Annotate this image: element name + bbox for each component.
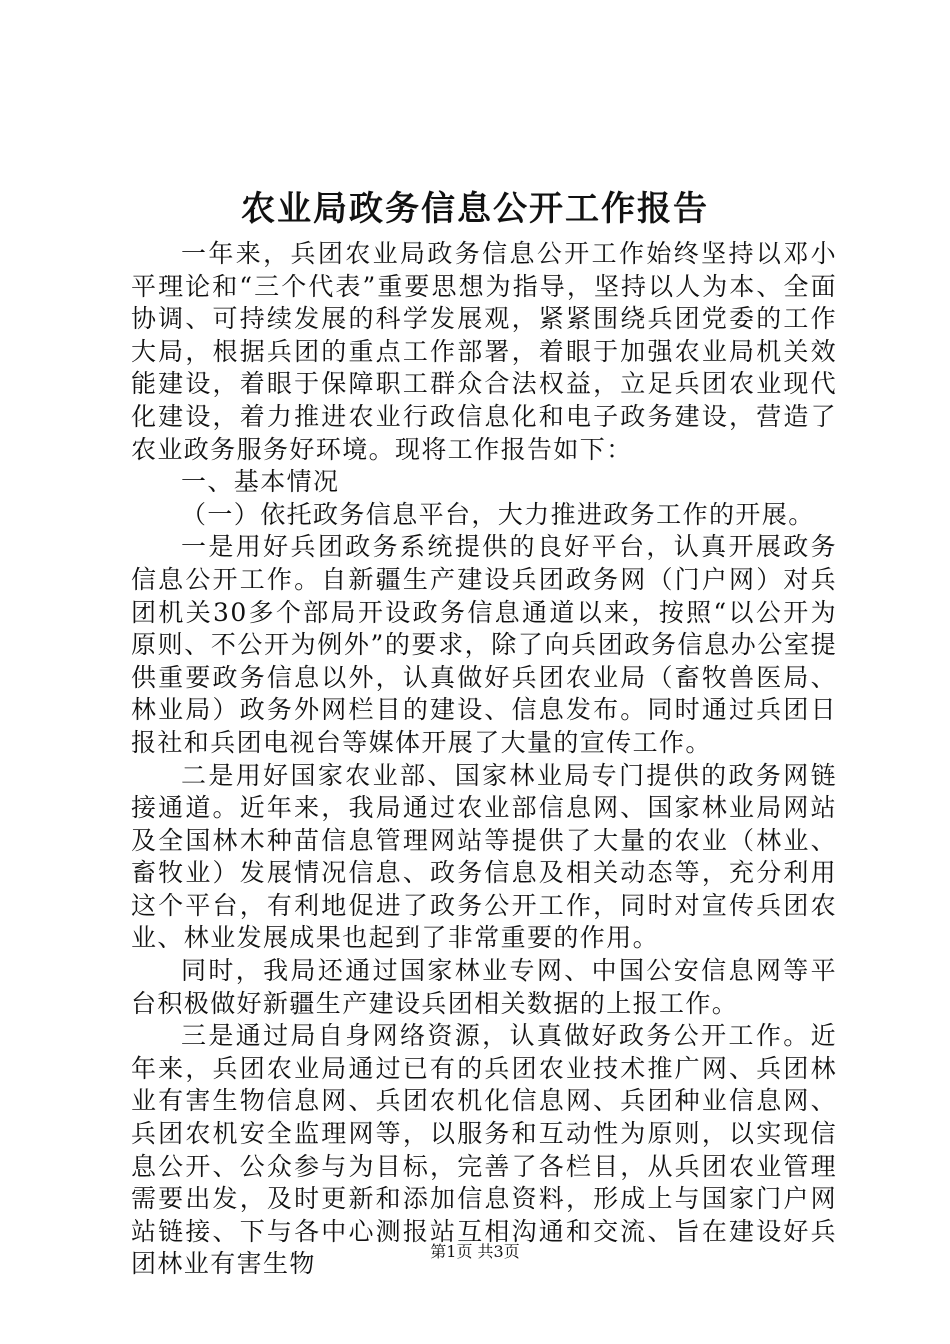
document-body	[131, 238, 837, 1281]
paragraph-intro: 一年来，兵团农业局政务信息公开工作始终坚持以邓小平理论和“三个代表”重要思想为指导，坚持以人为本、全面协调、可持续发展的科学发展观，紧紧围绕兵团党委的工作大局，根据兵团的重点工作部署，着眼于加强农业局机关效能建设，着眼于保障职工群众合法权益，立足兵团农业现代化建设，着力推进农业行政信息化和电子政务建设，营造了农业政务服务好环境。现将工作报告如下：	[131, 239, 837, 464]
page-footer: 第1页 共3页	[430, 1242, 520, 1261]
document-title: 农业局政务信息公开工作报告	[241, 189, 709, 229]
paragraph-point-1: 一是用好兵团政务系统提供的良好平台，认真开展政务信息公开工作。自新疆生产建设兵团政务网（门户网）对兵团机关30多个部局开设政务信息通道以来，按照“以公开为原则、不公开为例外”的要求，除了向兵团政务信息办公室提供重要政务信息以外，认真做好兵团农业局（畜牧兽医局、林业局）政务外网栏目的建设、信息发布。同时通过兵团日报社和兵团电视台等媒体开展了大量的宣传工作。	[131, 532, 837, 757]
subheading-1: （一）依托政务信息平台，大力推进政务工作的开展。	[181, 499, 815, 529]
paragraph-point-2: 二是用好国家农业部、国家林业局专门提供的政务网链接通道。近年来，我局通过农业部信息网、国家林业局网站及全国林木种苗信息管理网站等提供了大量的农业（林业、畜牧业）发展情况信息、政务信息及相关动态等，充分利用这个平台，有利地促进了政务公开工作，同时对宣传兵团农业、林业发展成果也起到了非常重要的作用。	[131, 760, 837, 953]
heading-basic-situation: 一、基本情况	[181, 467, 340, 497]
paragraph-also: 同时，我局还通过国家林业专网、中国公安信息网等平台积极做好新疆生产建设兵团相关数据的上报工作。	[131, 956, 837, 1018]
paragraph-point-3: 三是通过局自身网络资源，认真做好政务公开工作。近年来，兵团农业局通过已有的兵团农业技术推广网、兵团林业有害生物信息网、兵团农机化信息网、兵团种业信息网、兵团农机安全监理网等，以服务和互动性为原则，以实现信息公开、公众参与为目标，完善了各栏目，从兵团农业管理需要出发，及时更新和添加信息资料，形成上与国家门户网站链接、下与各中心测报站互相沟通和交流、旨在建设好兵团林业有害生物	[131, 1021, 837, 1279]
